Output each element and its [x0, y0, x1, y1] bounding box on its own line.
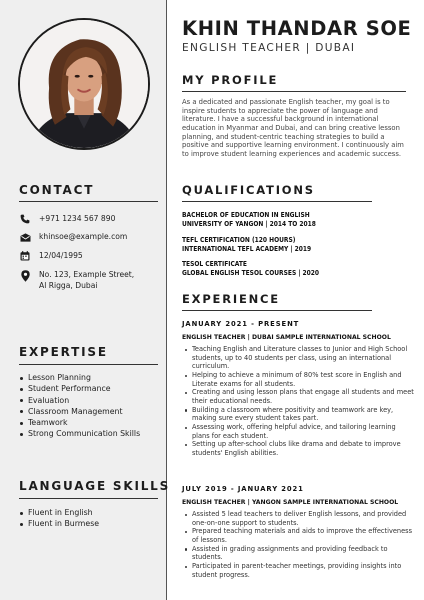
profile-text: As a dedicated and passionate English teacher, my goal is to inspire students to appreciate the power of language and literature. I have a successful background in international education in Myanmar and Dubai, and can bring creative lesson planning, and student-centric teaching strategies to build a positive and supportive learning environment. I continuously aim to improve student learning experiences and academic success.: [182, 98, 404, 158]
language-heading: LANGUAGE SKILLS: [19, 479, 171, 493]
qualification-name: TESOL CERTIFICATE: [182, 260, 247, 268]
job-duty-item: Participated in parent-teacher meetings, providing insights into student progress.: [182, 562, 414, 579]
job-duties: [182, 345, 414, 458]
phone-icon: [19, 214, 31, 224]
language-list: [19, 507, 99, 530]
job-role: ENGLISH TEACHER | DUBAI SAMPLE INTERNATIONAL SCHOOL: [182, 334, 391, 341]
job-duty-item: Assisted in grading assignments and providing feedback to students.: [182, 545, 414, 562]
job-duty-item: Assisted 5 lead teachers to deliver English lessons, and provided one-on-one support to students.: [182, 510, 414, 527]
profile-photo: [18, 18, 150, 150]
profile-rule: [182, 91, 406, 92]
contact-heading: CONTACT: [19, 183, 95, 197]
job-title: ENGLISH TEACHER | DUBAI: [182, 42, 356, 54]
qualification-name: BACHELOR OF EDUCATION IN ENGLISH: [182, 211, 310, 219]
job-duty-item: Assessing work, offering helpful advice, and tailoring learning plans for each student.: [182, 423, 414, 440]
job-duty-item: Creating and using lesson plans that engage all students and meet their educational needs.: [182, 388, 414, 405]
email-text: khinsoe@example.com: [39, 232, 128, 241]
expertise-list: [19, 372, 140, 440]
calendar-icon: [19, 251, 31, 261]
job-duty-item: Teaching English and Literature classes to Junior and High School students, up to 40 students per class, using an international curriculum.: [182, 345, 414, 371]
qualification-institution: GLOBAL ENGLISH TESOL COURSES | 2020: [182, 269, 320, 278]
envelope-icon: [19, 232, 31, 242]
qualification-name: TEFL CERTIFICATION (120 HOURS): [182, 236, 296, 244]
qualification-item: [182, 236, 412, 255]
experience-rule: [182, 310, 372, 311]
expertise-item: Lesson Planning: [19, 372, 140, 383]
date-text: 12/04/1995: [39, 251, 83, 260]
job-duty-item: Building a classroom where positivity and teamwork are key, making sure every student takes part.: [182, 406, 414, 423]
phone-text: +971 1234 567 890: [39, 214, 116, 223]
expertise-item: Teamwork: [19, 417, 140, 428]
job-date: JANUARY 2021 - PRESENT: [182, 320, 300, 328]
expertise-rule: [19, 364, 158, 365]
qualification-item: [182, 211, 412, 230]
job-date: JULY 2019 - JANUARY 2021: [182, 485, 304, 493]
experience-heading: EXPERIENCE: [182, 292, 280, 306]
expertise-heading: EXPERTISE: [19, 345, 108, 359]
qualification-item: [182, 260, 412, 279]
expertise-item: Student Performance: [19, 383, 140, 394]
language-item: Fluent in Burmese: [19, 518, 99, 529]
portrait-image: [20, 20, 148, 148]
address-line-1: No. 123, Example Street,: [39, 270, 135, 279]
qualifications-rule: [182, 201, 372, 202]
qualification-institution: INTERNATIONAL TEFL ACADEMY | 2019: [182, 245, 312, 254]
job-role: ENGLISH TEACHER | YANGON SAMPLE INTERNATIONAL SCHOOL: [182, 499, 399, 506]
address-text: [39, 269, 134, 291]
language-item: Fluent in English: [19, 507, 99, 518]
expertise-item: Strong Communication Skills: [19, 428, 140, 439]
job-duty-item: Helping to achieve a minimum of 80% test score in English and Literate exams for all students.: [182, 371, 414, 388]
job-duty-item: Setting up after-school clubs like drama and debate to improve students' English abilities.: [182, 440, 414, 457]
language-rule: [19, 498, 158, 499]
contact-rule: [19, 201, 158, 202]
column-divider: [166, 0, 167, 600]
qualification-institution: UNIVERSITY OF YANGON | 2014 TO 2018: [182, 220, 316, 229]
qualifications-heading: QUALIFICATIONS: [182, 183, 315, 197]
address-line-2: Al Rigga, Dubai: [39, 281, 98, 290]
contact-date: [19, 250, 83, 261]
contact-phone: [19, 213, 115, 224]
contact-email: [19, 231, 127, 242]
job-duty-item: Prepared teaching materials and aids to improve the effectiveness of lessons.: [182, 527, 414, 544]
job-duties: [182, 510, 414, 579]
location-pin-icon: [19, 270, 31, 282]
profile-heading: MY PROFILE: [182, 73, 279, 87]
expertise-item: Classroom Management: [19, 406, 140, 417]
expertise-item: Evaluation: [19, 395, 140, 406]
candidate-name: KHIN THANDAR SOE: [182, 17, 412, 40]
contact-address: [19, 269, 134, 291]
